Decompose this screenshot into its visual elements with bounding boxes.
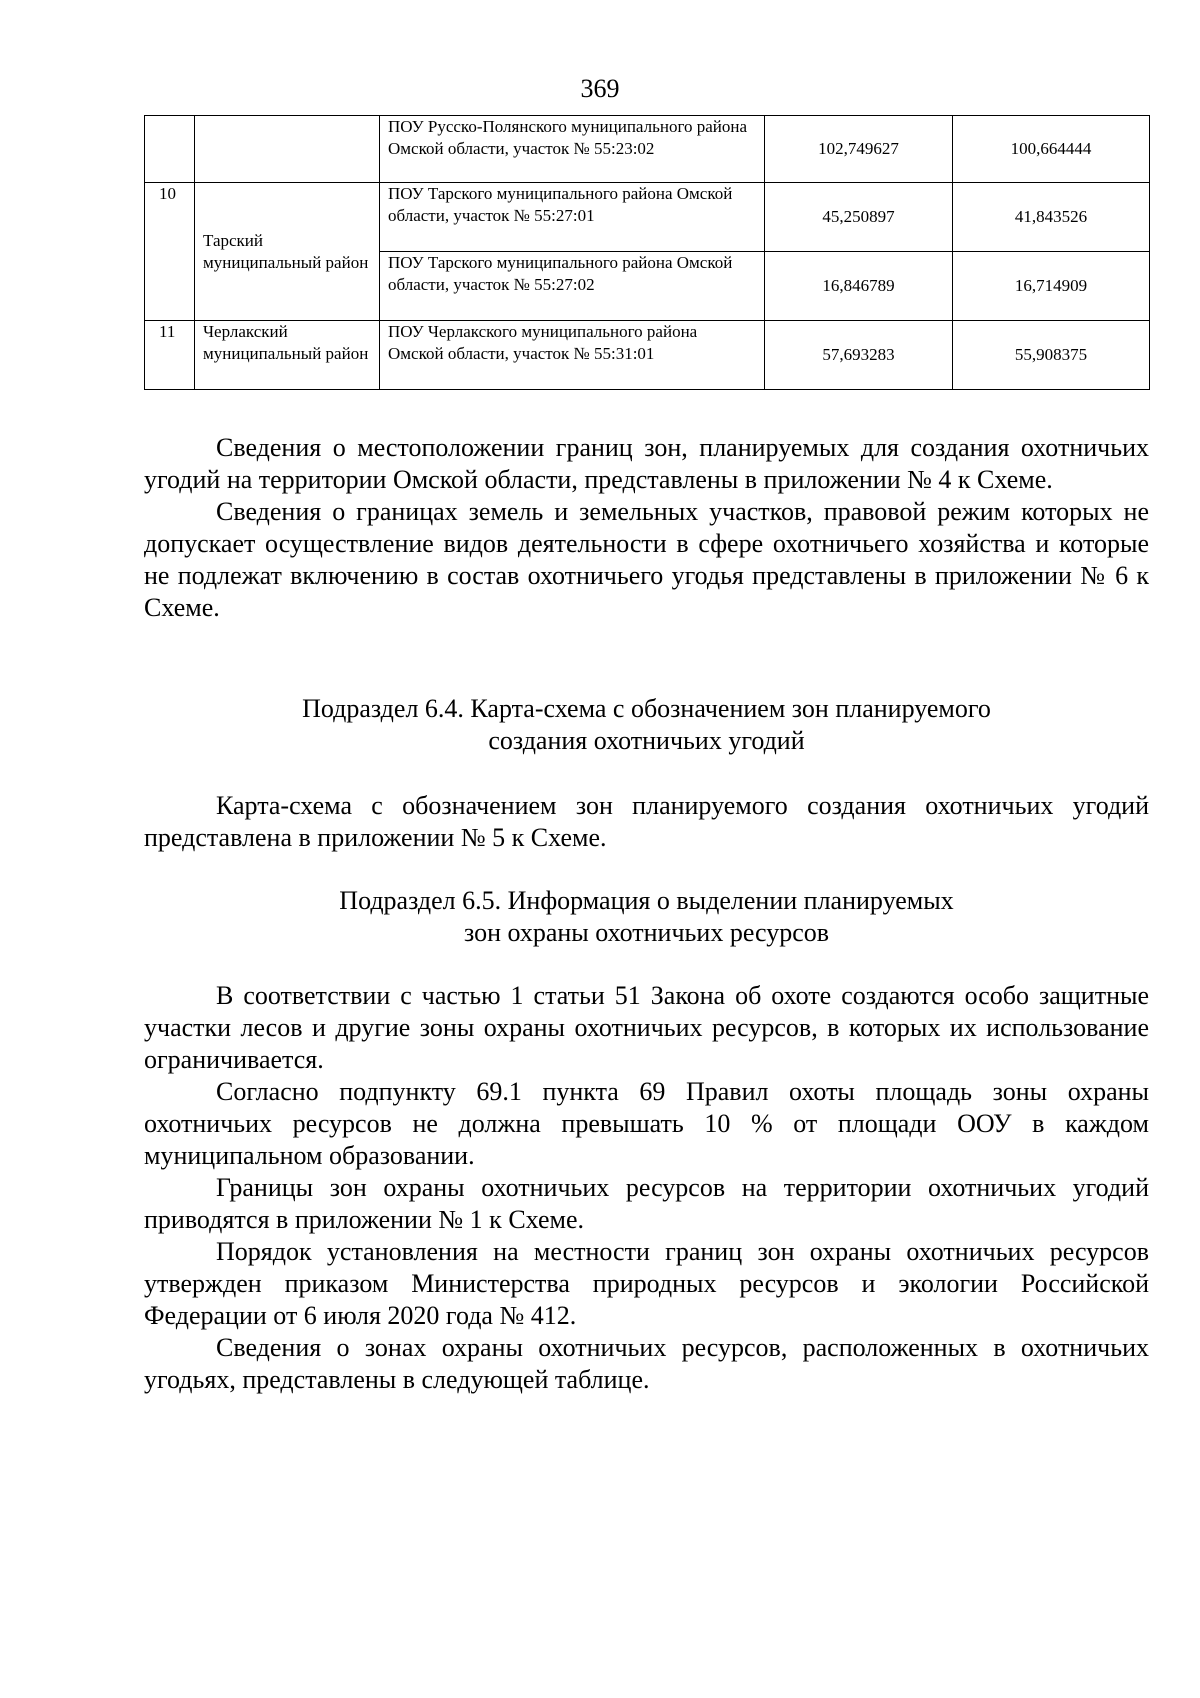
zones-table — [144, 115, 1150, 390]
paragraph: Сведения о зонах охраны охотничьих ресурсов, расположенных в охотничьих угодьях, представлены в следующей таблице. — [144, 1333, 1149, 1394]
district-cell — [195, 116, 380, 183]
paragraph: Карта-схема с обозначением зон планируемого создания охотничьих угодий представлена в приложении № 5 к Схеме. — [144, 791, 1149, 852]
heading-line: создания охотничьих угодий — [488, 726, 805, 755]
subsection-6-5-text — [144, 980, 1149, 1396]
value-cell: 41,843526 — [953, 183, 1150, 252]
paragraph: Сведения о границах земель и земельных участков, правовой режим которых не допускает осуществление видов деятельности в сфере охотничьего хозяйства и которые не подлежат включению в состав охотничьего угодья представлены в приложении № 6 к Схеме. — [144, 497, 1149, 622]
paragraph: Согласно подпункту 69.1 пункта 69 Правил охоты площадь зоны охраны охотничьих ресурсов не должна превышать 10 % от площади ООУ в каждом муниципальном образовании. — [144, 1077, 1149, 1170]
heading-line: Подраздел 6.5. Информация о выделении планируемых — [339, 886, 954, 915]
table-row — [145, 183, 1150, 252]
subsection-6-4-text — [144, 790, 1149, 854]
table-row — [145, 321, 1150, 390]
value-cell: 57,693283 — [765, 321, 953, 390]
value-cell: 102,749627 — [765, 116, 953, 183]
table-row — [145, 116, 1150, 183]
value-cell: 45,250897 — [765, 183, 953, 252]
district-cell: Тарский муниципальный район — [195, 183, 380, 321]
object-cell: ПОУ Тарского муниципального района Омской области, участок № 55:27:01 — [380, 183, 765, 252]
heading-subsection-6-4 — [144, 693, 1149, 757]
paragraph: Порядок установления на местности границ зон охраны охотничьих ресурсов утвержден приказом Министерства природных ресурсов и экологии Российской Федерации от 6 июля 2020 года № 412. — [144, 1237, 1149, 1330]
value-cell: 16,846789 — [765, 252, 953, 321]
value-cell: 16,714909 — [953, 252, 1150, 321]
page-number: 369 — [580, 74, 620, 103]
value-cell: 100,664444 — [953, 116, 1150, 183]
row-number-cell — [145, 116, 195, 183]
row-number-cell: 11 — [145, 321, 195, 390]
heading-line: зон охраны охотничьих ресурсов — [463, 918, 830, 947]
district-cell: Черлакский муниципальный район — [195, 321, 380, 390]
object-cell: ПОУ Русско-Полянского муниципального района Омской области, участок № 55:23:02 — [380, 116, 765, 183]
paragraph: В соответствии с частью 1 статьи 51 Закона об охоте создаются особо защитные участки лесов и другие зоны охраны охотничьих ресурсов, в которых их использование ограничивается. — [144, 981, 1149, 1074]
paragraph: Сведения о местоположении границ зон, планируемых для создания охотничьих угодий на территории Омской области, представлены в приложении № 4 к Схеме. — [144, 433, 1149, 494]
paragraph: Границы зон охраны охотничьих ресурсов на территории охотничьих угодий приводятся в приложении № 1 к Схеме. — [144, 1173, 1149, 1234]
heading-line: Подраздел 6.4. Карта-схема с обозначением зон планируемого — [302, 694, 991, 723]
heading-subsection-6-5 — [144, 885, 1149, 949]
object-cell: ПОУ Тарского муниципального района Омской области, участок № 55:27:02 — [380, 252, 765, 321]
object-cell: ПОУ Черлакского муниципального района Омской области, участок № 55:31:01 — [380, 321, 765, 390]
row-number-cell: 10 — [145, 183, 195, 321]
value-cell: 55,908375 — [953, 321, 1150, 390]
zones-info-text — [144, 432, 1149, 624]
